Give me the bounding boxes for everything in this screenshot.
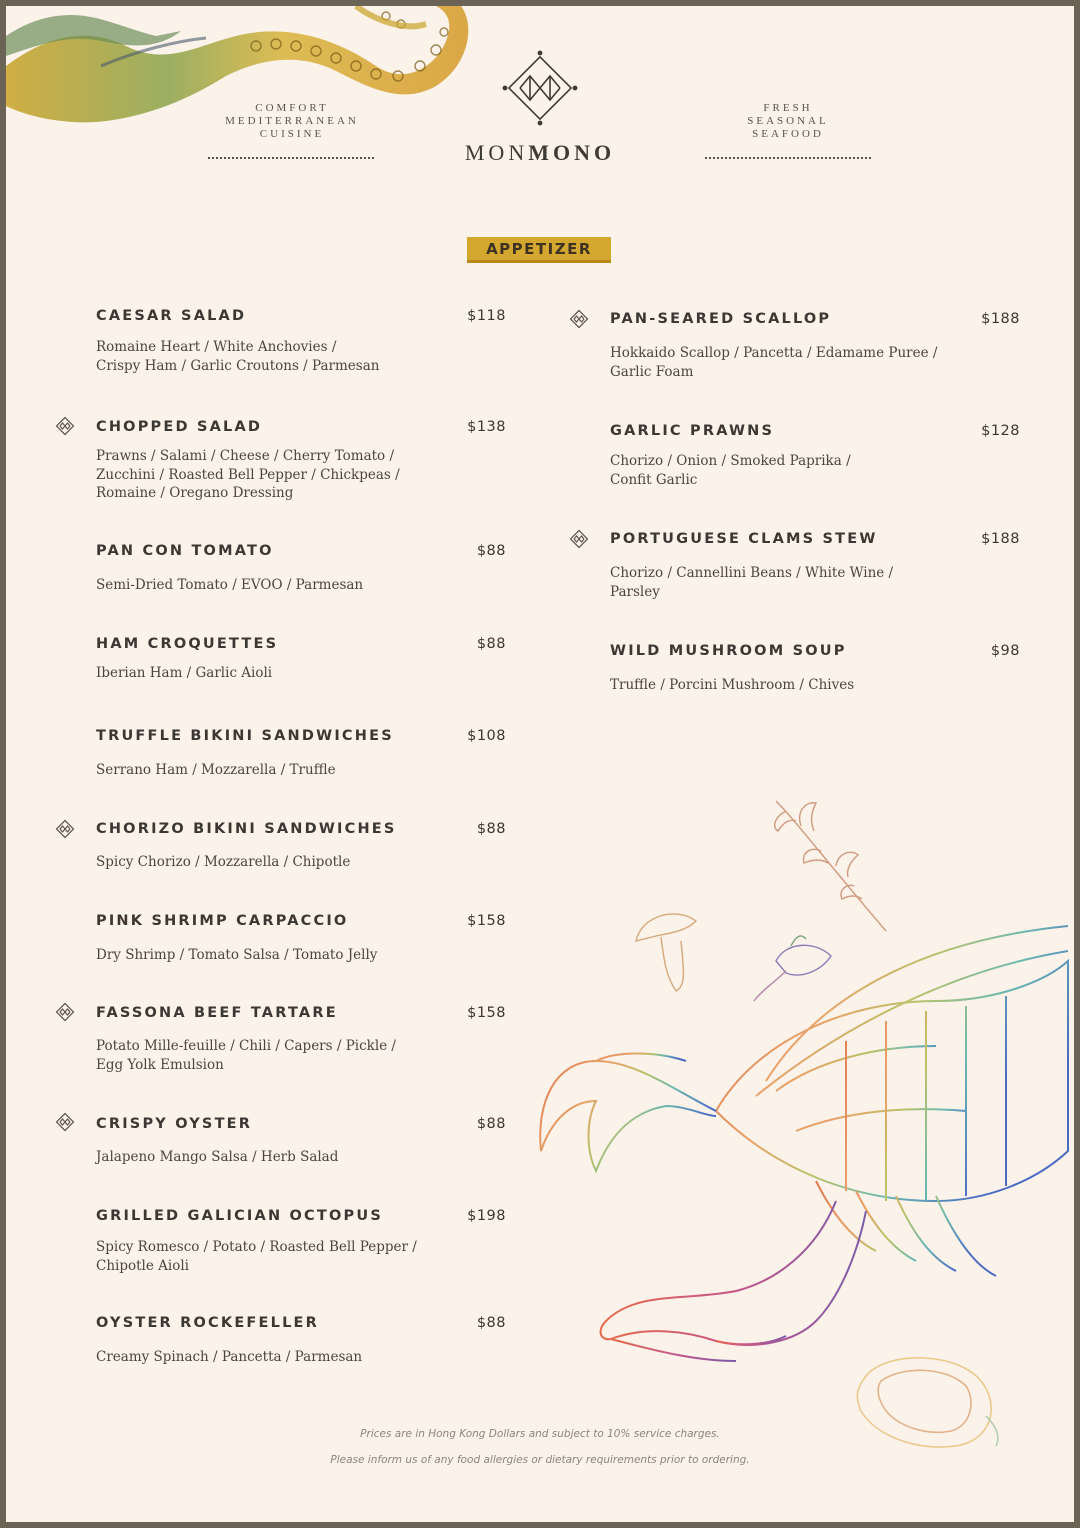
chef-recommendation-diamond-icon [54, 1001, 76, 1023]
description-line: Zucchini / Roasted Bell Pepper / Chickpeas / [96, 466, 400, 483]
menu-item-description [610, 676, 854, 695]
right-tagline-line: FRESH [763, 102, 813, 114]
menu-item-name: CHORIZO BIKINI SANDWICHES [96, 821, 397, 837]
right-tagline-line: SEAFOOD [752, 128, 824, 140]
menu-item-description [610, 564, 893, 601]
menu-item-price: $158 [467, 1005, 506, 1021]
description-line: Serrano Ham / Mozzarella / Truffle [96, 762, 336, 778]
left-tagline-line: CUISINE [259, 128, 325, 140]
description-line: Romaine Heart / White Anchovies / [96, 339, 337, 355]
description-line: Chorizo / Cannellini Beans / White Wine / [610, 565, 894, 581]
menu-item-price: $128 [981, 423, 1020, 439]
description-line: Jalapeno Mango Salsa / Herb Salad [96, 1149, 339, 1165]
description-line: Spicy Chorizo / Mozzarella / Chipotle [96, 854, 351, 870]
menu-item-price: $108 [467, 728, 506, 744]
menu-item-price: $158 [467, 913, 506, 929]
description-line: Romaine / Oregano Dressing [96, 485, 294, 501]
menu-item-price: $88 [476, 543, 506, 559]
chef-recommendation-diamond-icon [568, 528, 590, 550]
monmono-logo-icon [498, 46, 582, 130]
menu-item-description [96, 853, 350, 872]
description-line: Semi-Dried Tomato / EVOO / Parmesan [96, 577, 364, 593]
menu-item-price: $188 [981, 531, 1020, 547]
menu-item-name: GARLIC PRAWNS [610, 423, 775, 439]
menu-item-price: $138 [467, 419, 506, 435]
menu-item-price: $198 [467, 1208, 506, 1224]
menu-item-price: $88 [476, 1315, 506, 1331]
menu-item-name: WILD MUSHROOM SOUP [610, 643, 847, 659]
section-title-appetizer: APPETIZER [467, 237, 611, 263]
chef-recommendation-diamond-icon [54, 415, 76, 437]
menu-item-price: $88 [476, 821, 506, 837]
description-line: Dry Shrimp / Tomato Salsa / Tomato Jelly [96, 947, 378, 963]
left-tagline [206, 102, 378, 141]
brand-name-light: MON [464, 140, 529, 165]
description-line: Prawns / Salami / Cheese / Cherry Tomato / [96, 448, 395, 464]
description-line: Iberian Ham / Garlic Aioli [96, 665, 273, 681]
description-line: Garlic Foam [610, 363, 694, 380]
menu-item-name: HAM CROQUETTES [96, 636, 279, 652]
chef-recommendation-diamond-icon [54, 1111, 76, 1133]
right-tagline-line: SEASONAL [747, 115, 829, 127]
footer-note-allergies: Please inform us of any food allergies or dietary requirements prior to ordering. [330, 1454, 750, 1466]
menu-item-description [96, 447, 400, 503]
description-line: Chipotle Aioli [96, 1257, 189, 1274]
description-line: Confit Garlic [610, 471, 698, 488]
menu-item-description [96, 338, 379, 375]
chef-recommendation-diamond-icon [54, 818, 76, 840]
chef-recommendation-diamond-icon [568, 308, 590, 330]
description-line: Hokkaido Scallop / Pancetta / Edamame Puree / [610, 345, 938, 361]
menu-item-name: PAN-SEARED SCALLOP [610, 311, 832, 327]
menu-item-description [96, 664, 272, 683]
menu-item-name: PAN CON TOMATO [96, 543, 274, 559]
footer-note-prices: Prices are in Hong Kong Dollars and subject to 10% service charges. [360, 1428, 720, 1440]
menu-item-name: PORTUGUESE CLAMS STEW [610, 531, 878, 547]
menu-item-description [610, 452, 851, 489]
menu-item-name: CAESAR SALAD [96, 308, 247, 324]
lobster-illustration [516, 921, 1074, 1401]
right-tagline [702, 102, 874, 141]
menu-item-price: $118 [467, 308, 506, 324]
menu-item-description [96, 576, 363, 595]
menu-item-description [96, 946, 377, 965]
menu-item-description [610, 344, 937, 381]
menu-item-description [96, 1348, 362, 1367]
description-line: Truffle / Porcini Mushroom / Chives [610, 677, 855, 693]
menu-item-name: TRUFFLE BIKINI SANDWICHES [96, 728, 394, 744]
menu-item-name: PINK SHRIMP CARPACCIO [96, 913, 349, 929]
menu-item-name: OYSTER ROCKEFELLER [96, 1315, 319, 1331]
brand-name [6, 140, 1074, 166]
menu-item-price: $98 [990, 643, 1020, 659]
menu-item-price: $88 [476, 1116, 506, 1132]
menu-item-name: CRISPY OYSTER [96, 1116, 253, 1132]
description-line: Chorizo / Onion / Smoked Paprika / [610, 453, 851, 469]
left-tagline-line: COMFORT [255, 102, 329, 114]
menu-item-description [96, 1037, 396, 1074]
menu-item-price: $88 [476, 636, 506, 652]
description-line: Crispy Ham / Garlic Croutons / Parmesan [96, 357, 380, 374]
menu-page [6, 6, 1074, 1522]
description-line: Spicy Romesco / Potato / Roasted Bell Pepper / [96, 1239, 417, 1255]
menu-item-name: FASSONA BEEF TARTARE [96, 1005, 338, 1021]
description-line: Creamy Spinach / Pancetta / Parmesan [96, 1349, 363, 1365]
brand-name-bold: MONO [528, 140, 616, 165]
menu-item-name: GRILLED GALICIAN OCTOPUS [96, 1208, 383, 1224]
menu-item-name: CHOPPED SALAD [96, 419, 263, 435]
description-line: Potato Mille-feuille / Chili / Capers / Pickle / [96, 1038, 396, 1054]
description-line: Egg Yolk Emulsion [96, 1056, 224, 1073]
menu-item-description [96, 761, 336, 780]
menu-item-price: $188 [981, 311, 1020, 327]
menu-item-description [96, 1148, 338, 1167]
left-tagline-line: MEDITERRANEAN [225, 115, 359, 127]
menu-item-description [96, 1238, 417, 1275]
description-line: Parsley [610, 583, 660, 600]
